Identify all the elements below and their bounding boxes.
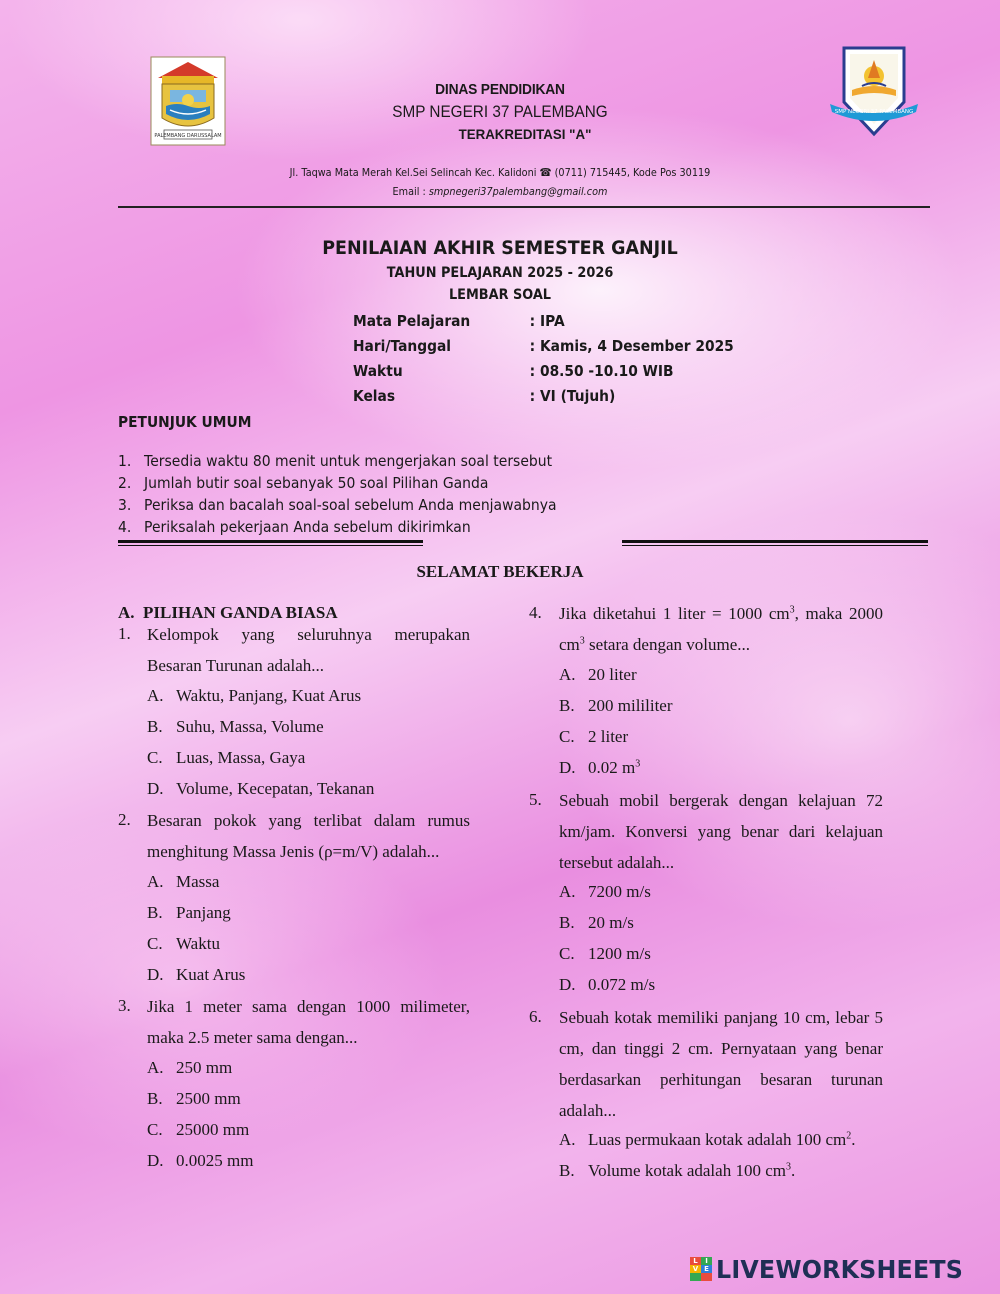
option-letter: A. [147,686,164,705]
option-text: 0.072 m/s [588,975,656,994]
superscript: 2 [846,1130,852,1142]
accreditation: TERAKREDITASI "A" [458,126,592,142]
instruction-number: 3. [118,496,132,514]
question-number: 6. [529,1007,542,1026]
option-letter: A. [559,1130,576,1149]
option-text: Waktu [176,934,220,953]
option-letter: B. [147,903,163,922]
option-letter: A. [147,872,164,891]
question-number: 2. [118,810,131,829]
icon-letter: I [701,1257,712,1265]
info-label: Hari/Tanggal [353,337,452,355]
section-title: PILIHAN GANDA BIASA [143,603,338,622]
option-letter: D. [147,779,164,798]
question-text: Sebuah kotak memiliki panjang 10 cm, lebar 5 cm, dan tinggi 2 cm. Pernyataan yang benar berdasarkan perhitungan besaran turunan adalah... [559,1008,883,1120]
option-letter: A. [559,665,576,684]
option-text: Kuat Arus [176,965,246,984]
option-letter: B. [559,1161,575,1180]
question-text-part: setara dengan volume... [584,635,750,654]
option-text: 20 liter [588,665,637,684]
liveworksheets-logo[interactable] [690,1254,976,1284]
info-label: Mata Pelajaran [353,312,471,330]
info-value: : IPA [529,312,565,330]
option-letter: C. [147,934,163,953]
instruction-number: 1. [118,452,132,470]
superscript: 3 [635,758,641,770]
question-text: Sebuah mobil bergerak dengan kelajuan 72 km/jam. Konversi yang benar dari kelajuan tersebut adalah... [559,791,883,872]
header-divider [118,206,930,208]
option-letter: B. [559,696,575,715]
option-text: 1200 m/s [588,944,651,963]
option-letter: A. [559,882,576,901]
option-letter: A. [147,1058,164,1077]
option-letter: B. [559,913,575,932]
exam-year: TAHUN PELAJARAN 2025 - 2026 [386,265,614,281]
instruction-text: Periksa dan bacalah soal-soal sebelum Anda menjawabnya [144,496,557,514]
option-letter: B. [147,1089,163,1108]
option-text-end: . [851,1130,856,1149]
info-label: Waktu [353,362,403,380]
question-number: 5. [529,790,542,809]
option-text: Panjang [176,903,231,922]
option-letter: C. [147,1120,163,1139]
info-value: : VI (Tujuh) [529,387,616,405]
option-text-part: Volume kotak adalah 100 cm [588,1161,786,1180]
option-text: 20 m/s [588,913,634,932]
school-name: SMP NEGERI 37 PALEMBANG [392,102,608,121]
agency-name: DINAS PENDIDIKAN [435,81,565,98]
svg-text:SMP NEGERI 37 PALEMBANG: SMP NEGERI 37 PALEMBANG [834,109,914,115]
option-letter: B. [147,717,163,736]
instruction-text: Tersedia waktu 80 menit untuk mengerjakan soal tersebut [144,452,553,470]
icon-letter: E [701,1265,712,1273]
section-letter: A. [118,603,135,622]
info-value: : 08.50 -10.10 WIB [529,362,674,380]
instruction-text: Jumlah butir soal sebanyak 50 soal Pilihan Ganda [144,474,489,492]
option-letter: C. [559,727,575,746]
icon-letter: L [690,1257,701,1265]
superscript: 3 [579,635,585,647]
option-letter: C. [147,748,163,767]
svg-text:PALEMBANG DARUSSALAM: PALEMBANG DARUSSALAM [154,133,222,139]
email-label: Email : [392,185,429,198]
option-text: 0.0025 mm [176,1151,254,1170]
option-text: 25000 mm [176,1120,250,1139]
option-text [588,1130,855,1150]
instructions-heading: PETUNJUK UMUM [118,413,252,431]
question-text: Kelompok yang seluruhnya merupakan Besaran Turunan adalah... [147,625,470,675]
option-letter: D. [559,975,576,994]
brand-name: LIVEWORKSHEETS [716,1254,964,1284]
option-letter: D. [147,1151,164,1170]
double-rule-right [622,540,928,546]
exam-title: PENILAIAN AKHIR SEMESTER GANJIL [322,237,678,259]
superscript: 3 [785,1161,791,1173]
instruction-number: 2. [118,474,132,492]
option-text: 2500 mm [176,1089,241,1108]
option-text: 7200 m/s [588,882,651,901]
option-text: 2 liter [588,727,629,746]
option-text: Massa [176,872,220,891]
instruction-number: 4. [118,518,132,536]
liveworksheets-icon [690,1257,712,1281]
option-text-part: Luas permukaan kotak adalah 100 cm [588,1130,847,1149]
question-text: Jika 1 meter sama dengan 1000 milimeter, maka 2.5 meter sama dengan... [147,997,470,1047]
option-text: Volume, Kecepatan, Tekanan [176,779,375,798]
double-rule-left [118,540,423,546]
option-letter: D. [147,965,164,984]
question-number: 1. [118,624,131,643]
question-text-part: Jika diketahui 1 liter = 1000 cm [559,604,790,623]
superscript: 3 [789,604,795,616]
option-text: 250 mm [176,1058,233,1077]
option-text: Waktu, Panjang, Kuat Arus [176,686,362,705]
option-letter: D. [559,758,576,777]
email-address: smpnegeri37palembang@gmail.com [428,185,608,198]
option-text-end: . [790,1161,796,1180]
option-text [588,1161,795,1181]
info-label: Kelas [353,387,396,405]
option-text: 200 mililiter [588,696,673,715]
info-value: : Kamis, 4 Desember 2025 [529,337,734,355]
exam-sheet: LEMBAR SOAL [448,287,552,303]
icon-letter: V [690,1265,701,1273]
option-text: Luas, Massa, Gaya [176,748,306,767]
instruction-text: Periksalah pekerjaan Anda sebelum dikirimkan [144,518,471,536]
option-text-part: 0.02 m [588,758,636,777]
question-text [559,598,883,660]
option-text [588,758,640,778]
question-number: 4. [529,603,542,622]
question-text: Besaran pokok yang terlibat dalam rumus menghitung Massa Jenis (ρ=m/V) adalah... [147,811,470,861]
question-text-part: , maka 2000 cm [559,604,883,654]
school-email [60,185,940,198]
option-letter: C. [559,944,575,963]
question-number: 3. [118,996,131,1015]
option-text: Suhu, Massa, Volume [176,717,324,736]
school-address: Jl. Taqwa Mata Merah Kel.Sei Selincah Kec. Kalidoni ☎ (0711) 715445, Kode Pos 30119 [289,166,711,179]
greeting: SELAMAT BEKERJA [416,562,584,581]
